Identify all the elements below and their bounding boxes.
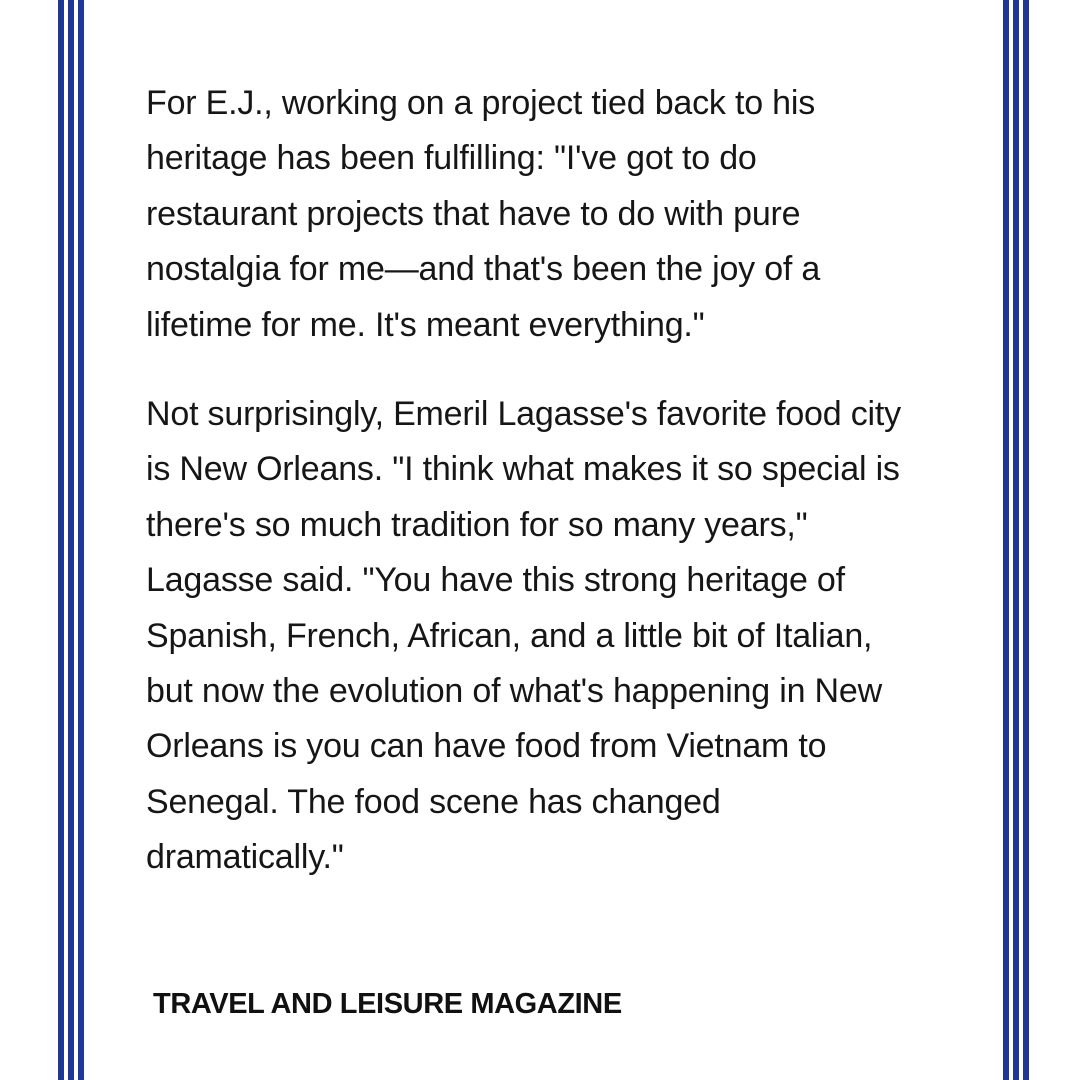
paragraph-heritage: For E.J., working on a project tied back to his heritage has been fulfilling: "I've got to do restaurant projects that have to do with pure nostalgia for me—and that's been the joy of a lifetime for me. It's meant everything." [146, 84, 821, 344]
article-body [146, 76, 976, 886]
left-stripe-border [58, 0, 84, 1080]
source-credit: TRAVEL AND LEISURE MAGAZINE [153, 988, 622, 1020]
right-stripe-border [1003, 0, 1029, 1080]
paragraph-new-orleans: Not surprisingly, Emeril Lagasse's favorite food city is New Orleans. "I think what makes it so special is there's so much tradition for so many years," Lagasse said. "You have this strong heritage of Spanish, French, African, and a little bit of Italian, but now the evolution of what's happening in New Orleans is you can have food from Vietnam to Senegal. The food scene has changed dramatically." [146, 395, 901, 877]
